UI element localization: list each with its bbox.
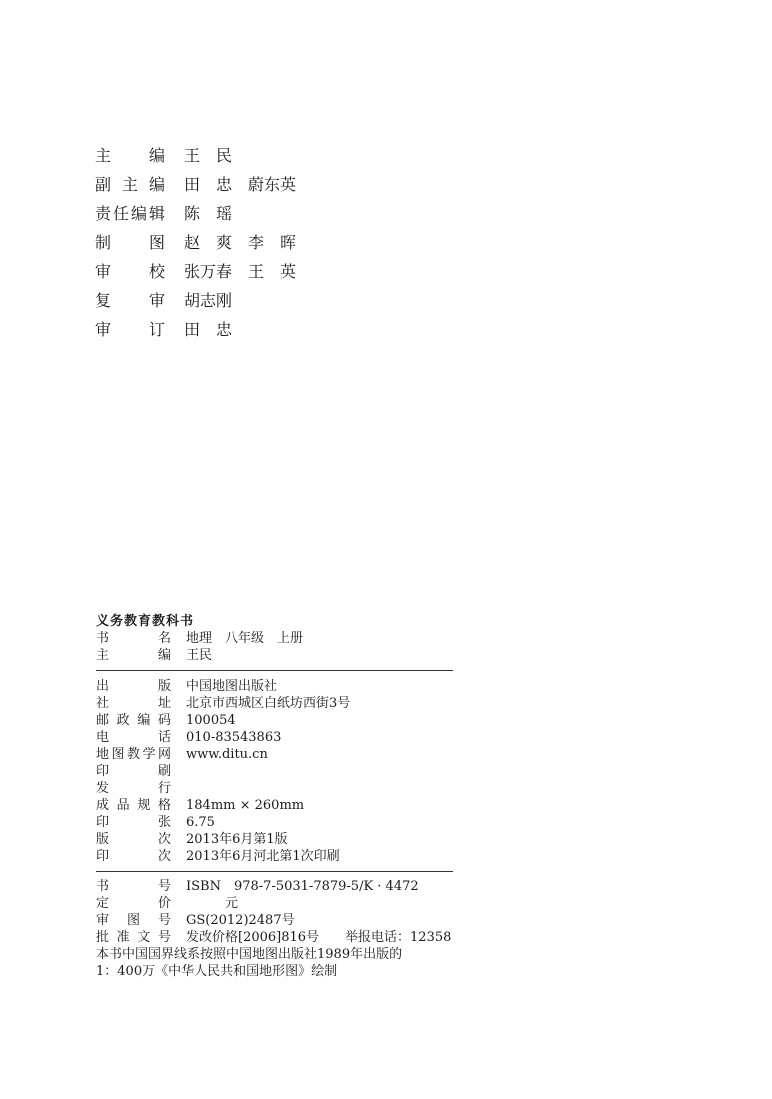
credit-value: 王 民 bbox=[184, 146, 233, 165]
credit-label: 审校 bbox=[95, 262, 165, 281]
credit-row bbox=[95, 141, 395, 170]
info-row bbox=[96, 929, 456, 946]
series-title: 义务教育教科书 bbox=[96, 614, 195, 629]
info-label: 地图教学网 bbox=[96, 747, 171, 762]
credit-row bbox=[95, 257, 395, 286]
info-row bbox=[96, 729, 456, 746]
info-value: 2013年6月第1版 bbox=[186, 832, 288, 847]
info-row bbox=[96, 630, 456, 647]
info-label: 印次 bbox=[96, 849, 171, 864]
info-row bbox=[96, 814, 456, 831]
info-label: 主编 bbox=[96, 648, 171, 663]
info-row bbox=[96, 912, 456, 929]
divider bbox=[96, 871, 453, 872]
info-row bbox=[96, 712, 456, 729]
info-row bbox=[96, 878, 456, 895]
credit-row bbox=[95, 170, 395, 199]
credit-value: 田 忠 bbox=[184, 320, 233, 339]
info-value: 2013年6月河北第1次印刷 bbox=[186, 849, 340, 864]
credit-label: 责任编辑 bbox=[95, 204, 165, 223]
info-label: 印刷 bbox=[96, 764, 171, 779]
info-value: 北京市西城区白纸坊西街3号 bbox=[186, 696, 351, 711]
info-row bbox=[96, 695, 456, 712]
info-row bbox=[96, 797, 456, 814]
info-row bbox=[96, 780, 456, 797]
info-label: 书名 bbox=[96, 631, 171, 646]
credit-label: 审订 bbox=[95, 320, 165, 339]
info-value: 6.75 bbox=[186, 815, 215, 830]
info-label: 社址 bbox=[96, 696, 171, 711]
credit-value: 胡志刚 bbox=[184, 291, 233, 310]
info-value: ISBN 978-7-5031-7879-5/K · 4472 bbox=[186, 879, 419, 894]
info-row bbox=[96, 895, 456, 912]
info-label: 批准文号 bbox=[96, 930, 171, 945]
info-row bbox=[96, 678, 456, 695]
info-value: 010-83543863 bbox=[186, 730, 282, 745]
info-label: 成品规格 bbox=[96, 798, 171, 813]
info-label: 定价 bbox=[96, 896, 171, 911]
credit-value: 田 忠 蔚东英 bbox=[184, 175, 297, 194]
info-label: 电话 bbox=[96, 730, 171, 745]
border-note-line: 1：400万《中华人民共和国地形图》绘制 bbox=[96, 964, 338, 979]
credit-value: 赵 爽 李 晖 bbox=[184, 233, 297, 252]
credit-row bbox=[95, 315, 395, 344]
info-value: 元 bbox=[186, 896, 239, 911]
credit-row bbox=[95, 286, 395, 315]
credit-label: 复审 bbox=[95, 291, 165, 310]
info-value: 100054 bbox=[186, 713, 236, 728]
divider bbox=[96, 670, 453, 671]
info-label: 书号 bbox=[96, 879, 171, 894]
credit-value: 张万春 王 英 bbox=[184, 262, 297, 281]
info-row bbox=[96, 763, 456, 780]
info-value: 地理 八年级 上册 bbox=[186, 631, 304, 646]
info-label: 版次 bbox=[96, 832, 171, 847]
credit-row bbox=[95, 199, 395, 228]
info-value: 王民 bbox=[186, 648, 213, 663]
cip-data-block bbox=[96, 613, 456, 980]
credit-label: 制图 bbox=[95, 233, 165, 252]
info-value: 发改价格[2006]816号 举报电话：12358 bbox=[186, 930, 452, 945]
credits-block bbox=[95, 141, 395, 344]
info-row bbox=[96, 746, 456, 763]
info-label: 发行 bbox=[96, 781, 171, 796]
info-value: GS(2012)2487号 bbox=[186, 913, 295, 928]
info-row bbox=[96, 831, 456, 848]
info-value: www.ditu.cn bbox=[186, 747, 268, 762]
border-note-line: 本书中国国界线系按照中国地图出版社1989年出版的 bbox=[96, 947, 403, 962]
info-label: 审图号 bbox=[96, 913, 171, 928]
credit-label: 主编 bbox=[95, 146, 165, 165]
credit-label: 副主编 bbox=[95, 175, 165, 194]
info-row bbox=[96, 647, 456, 664]
credit-row bbox=[95, 228, 395, 257]
info-label: 邮政编码 bbox=[96, 713, 171, 728]
info-label: 印张 bbox=[96, 815, 171, 830]
info-value: 184mm × 260mm bbox=[186, 798, 305, 813]
info-value: 中国地图出版社 bbox=[186, 679, 278, 694]
info-row bbox=[96, 848, 456, 865]
credit-value: 陈 瑶 bbox=[184, 204, 233, 223]
info-label: 出版 bbox=[96, 679, 171, 694]
